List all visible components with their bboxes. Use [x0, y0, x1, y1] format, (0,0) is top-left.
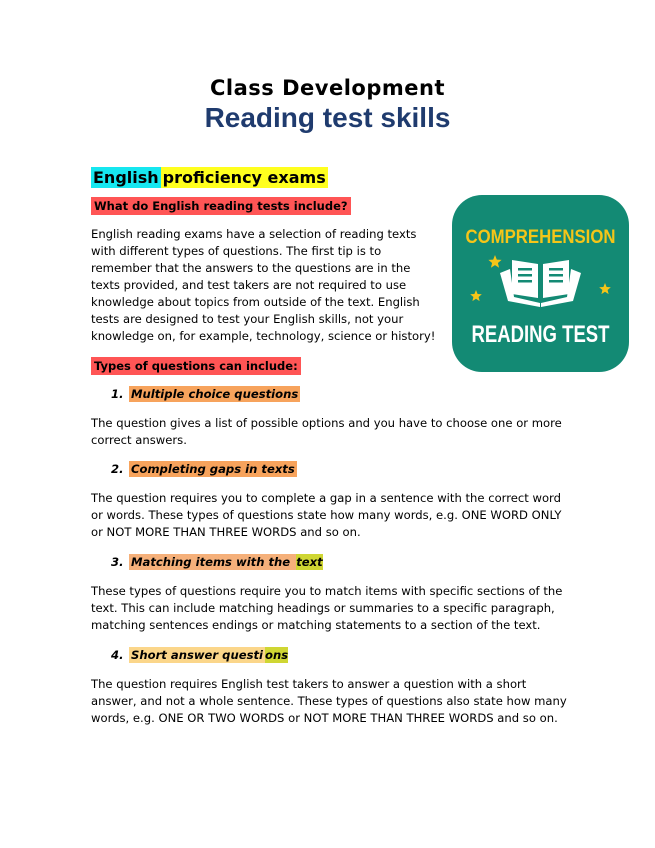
document-subtitle: Reading test skills — [204, 102, 451, 133]
question-title-1: 1. Multiple choice questions — [111, 387, 299, 401]
intro-paragraph: English reading exams have a selection of reading texts with different types of questions. The first tip is to remember that the answers to the questions are in the texts provided, and test takers are not required to use knowledge about topics from outside of the text. English tests are designed to test your English skills, not your knowledge on, for example, technology, science or history! — [91, 227, 436, 343]
question-description-2: The question requires you to complete a gap in a sentence with the correct word or words. These types of questions state how many words, e.g. ONE WORD ONLY or NOT MORE THAN THREE WORDS and so on. — [91, 491, 562, 539]
comprehension-reading-test-logo — [452, 195, 629, 372]
section-heading-part2: proficiency exams — [162, 168, 326, 187]
section-heading-part1: English — [93, 168, 159, 187]
logo-line1: COMPREHENSION — [465, 227, 616, 248]
question-title-2: 2. Completing gaps in texts — [111, 462, 295, 476]
question-label: What do English reading tests include? — [91, 197, 351, 215]
logo-line2: READING TEST — [471, 321, 610, 348]
question-title-4: 4. Short answer questi ons — [111, 648, 289, 662]
document-title: Class Development — [210, 76, 445, 100]
question-description-1: The question gives a list of possible options and you have to choose one or more correct answers. — [91, 416, 562, 447]
question-description-4: The question requires English test takers to answer a question with a short answer, and not a whole sentence. These types of questions also state how many words, e.g. ONE OR TWO WORDS or NOT MORE THAN THREE WORDS and so on. — [91, 677, 567, 725]
question-title-3: 3. Matching items with the text — [111, 555, 323, 569]
section-heading — [91, 166, 328, 190]
types-label: Types of questions can include: — [91, 357, 301, 375]
question-description-3: These types of questions require you to match items with specific sections of the text. This can include matching headings or summaries to a specific paragraph, matching sentences endings or matching statements to a section of the text. — [91, 584, 563, 632]
